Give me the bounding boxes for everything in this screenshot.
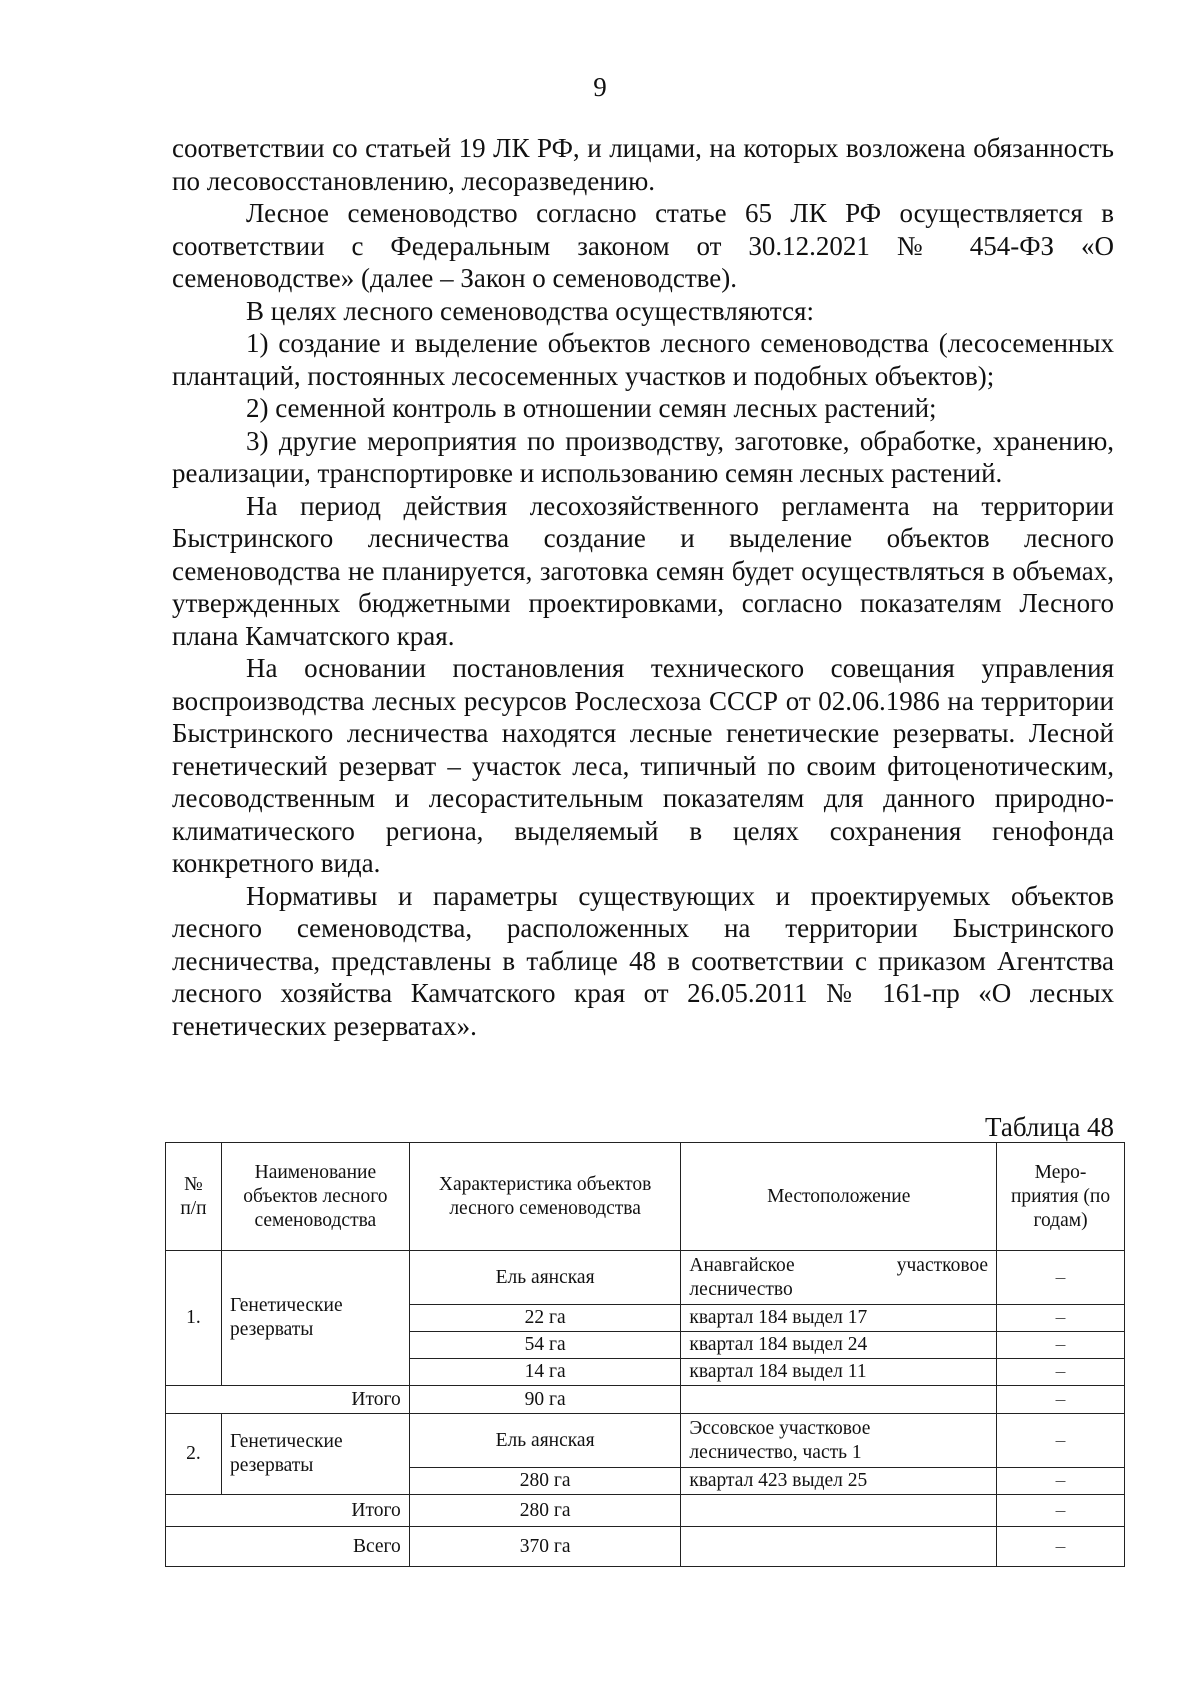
cell-location: квартал 184 выдел 11 <box>681 1359 997 1386</box>
paragraph: На основании постановления технического совещания управления воспроизводства лесных ресурсов Рослесхоза СССР от 02.06.1986 на территории Быстринского лесничества находятся лесные генетические резерваты. Лесной генетический резерват – участок леса, типичный по своим фитоценотическим, лесоводственным и лесорастительным показателям для данного природно-климатического региона, выделяемый в целях сохранения генофонда конкретного вида. <box>172 653 1114 878</box>
cell-measures: – <box>997 1386 1125 1414</box>
header-location: Местоположение <box>681 1143 997 1251</box>
cell-num: 1. <box>166 1251 222 1386</box>
cell-species: Ель аянская <box>409 1251 681 1305</box>
cell-area: 280 га <box>409 1468 681 1495</box>
paragraph: Лесное семеноводство согласно статье 65 ЛК РФ осуществляется в соответствии с Федеральным законом от 30.12.2021 № 454-ФЗ «О семеноводстве» (далее – Закон о семеноводстве). <box>172 198 1114 293</box>
table-subtotal-row <box>166 1495 1125 1527</box>
cell-name: Генетические резерваты <box>221 1414 409 1495</box>
cell-location: квартал 184 выдел 24 <box>681 1332 997 1359</box>
cell-measures: – <box>997 1495 1125 1527</box>
cell-area: 54 га <box>409 1332 681 1359</box>
seed-objects-table <box>165 1142 1125 1567</box>
cell-empty <box>681 1495 997 1527</box>
header-characteristic: Характеристика объектов лесного семеноводства <box>409 1143 681 1251</box>
list-item: 2) семенной контроль в отношении семян лесных растений; <box>246 393 937 423</box>
cell-total-area: 90 га <box>409 1386 681 1414</box>
cell-empty <box>681 1527 997 1567</box>
cell-grand-total-label: Всего <box>166 1527 410 1567</box>
cell-location: квартал 184 выдел 17 <box>681 1305 997 1332</box>
cell-measures: – <box>997 1527 1125 1567</box>
paragraph: В целях лесного семеноводства осуществляются: <box>246 295 814 326</box>
cell-measures: – <box>997 1305 1125 1332</box>
table-caption: Таблица 48 <box>985 1112 1114 1142</box>
cell-measures: – <box>997 1332 1125 1359</box>
cell-location <box>681 1251 997 1305</box>
list-item: 3) другие мероприятия по производству, заготовке, обработке, хранению, реализации, транспортировке и использованию семян лесных растений. <box>172 425 1114 488</box>
list-item: 1) создание и выделение объектов лесного семеноводства (лесосеменных плантаций, постоянных лесосеменных участков и подобных объектов); <box>172 328 1114 391</box>
cell-measures: – <box>997 1414 1125 1468</box>
cell-location <box>681 1414 997 1468</box>
table-header-row <box>166 1143 1125 1251</box>
cell-area: 14 га <box>409 1359 681 1386</box>
paragraph: соответствии со статьей 19 ЛК РФ, и лицами, на которых возложена обязанность по лесовосстановлению, лесоразведению. <box>172 133 1114 196</box>
table-row <box>166 1414 1125 1468</box>
cell-name: Генетические резерваты <box>221 1251 409 1386</box>
table-subtotal-row <box>166 1386 1125 1414</box>
location-part: участковое <box>896 1254 989 1276</box>
cell-species: Ель аянская <box>409 1414 681 1468</box>
page-number: 9 <box>593 72 607 102</box>
cell-empty <box>681 1386 997 1414</box>
cell-num: 2. <box>166 1414 222 1495</box>
table-total-row <box>166 1527 1125 1567</box>
cell-measures: – <box>997 1359 1125 1386</box>
header-num: № п/п <box>166 1143 222 1251</box>
location-part: Анавгайское <box>689 1254 795 1276</box>
paragraph: На период действия лесохозяйственного регламента на территории Быстринского лесничества создание и выделение объектов лесного семеноводства не планируется, заготовка семян будет осуществляться в объемах, утвержденных бюджетными проектировками, согласно показателям Лесного плана Камчатского края. <box>172 490 1114 651</box>
cell-measures: – <box>997 1468 1125 1495</box>
cell-location: квартал 423 выдел 25 <box>681 1468 997 1495</box>
cell-grand-total-area: 370 га <box>409 1527 681 1567</box>
paragraph: Нормативы и параметры существующих и проектируемых объектов лесного семеноводства, расположенных на территории Быстринского лесничества, представлены в таблице 48 в соответствии с приказом Агентства лесного хозяйства Камчатского края от 26.05.2011 № 161-пр «О лесных генетических резерватах». <box>172 880 1114 1041</box>
location-part: лесничество, часть 1 <box>689 1441 862 1463</box>
cell-area: 22 га <box>409 1305 681 1332</box>
location-part: Эссовское участковое <box>689 1417 871 1439</box>
cell-total-label: Итого <box>166 1386 410 1414</box>
header-measures: Меро-приятия (по годам) <box>997 1143 1125 1251</box>
header-name: Наименование объектов лесного семеноводства <box>221 1143 409 1251</box>
body-text <box>172 132 1114 1042</box>
cell-total-area: 280 га <box>409 1495 681 1527</box>
table-row <box>166 1251 1125 1305</box>
cell-measures: – <box>997 1251 1125 1305</box>
cell-total-label: Итого <box>166 1495 410 1527</box>
location-part: лесничество <box>689 1278 793 1300</box>
